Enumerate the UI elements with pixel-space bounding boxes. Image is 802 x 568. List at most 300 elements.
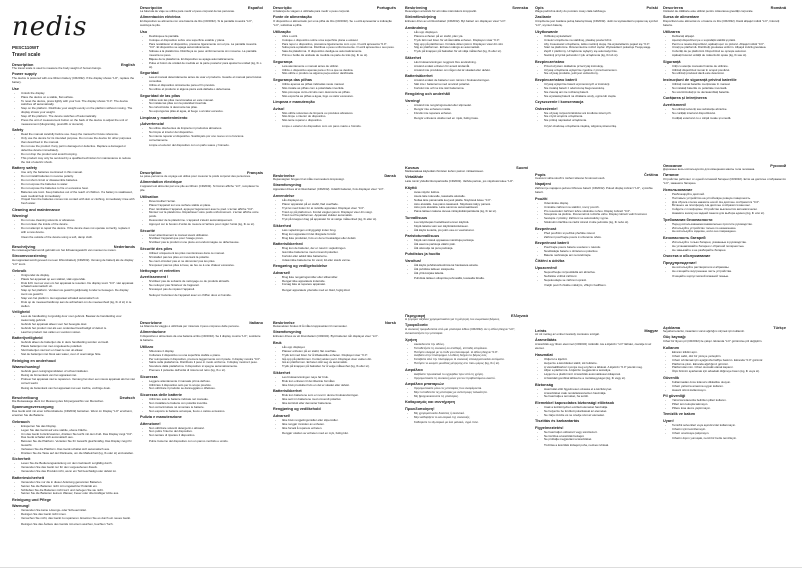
model-number: PESC110WT	[12, 45, 40, 50]
list-item: - Astu alustalle. Jaa paino tasaisesti. Näytössä näkyy painosi.	[414, 203, 528, 207]
bullet-list	[535, 246, 658, 258]
paragraph: Laite toimii yhdellä litiumparistolla (CR2032). Vaihda paristo, jos näytössä lukee "LO".	[405, 179, 515, 184]
list-item: - Stel de batterijen niet bloot aan water, vuur of overmatige hitte.	[21, 353, 135, 357]
bullet-list	[663, 223, 786, 235]
subsection-heading: Käyttö	[405, 185, 417, 190]
list-item: - Utilice solo las pilas mencionadas en este manual.	[149, 99, 263, 103]
section-title: Beschreibung	[12, 395, 38, 400]
list-item: - Utilizzare il dispositivo solo per lo scopo previsto.	[149, 384, 263, 388]
section-title: Descrizione	[140, 320, 162, 325]
paragraph: Het apparaat wordt gevoed met een lithiumbatterij (CR2032). Vervang de batterij als de display "LO" toont.	[12, 258, 134, 267]
description-text: A balança de viagem é utilizada para medir o peso corporal.	[273, 9, 350, 13]
list-item: - Μη βραχυκυκλώνετε τις μπαταρίες.	[414, 395, 528, 399]
list-item: - Gå av plattformen. Enheten slår seg av automatisk.	[282, 361, 396, 365]
subsection-heading: Batterisäkerhet	[405, 73, 433, 78]
subsection-heading: Power supply	[12, 72, 37, 77]
list-item: - Не устанавливайте батареи с обратной полярностью.	[672, 245, 786, 249]
paragraph: Enheten drives av ett litiumbatteri (CR2032). Bytt batteriet når displayet viser "LO".	[273, 334, 379, 339]
description-text: The travel scale is used to measure the body weight of human beings.	[12, 66, 102, 70]
list-item: - Placera enheten på en stabil, plan yta.	[414, 35, 528, 39]
list-item: - Μην τοποθετείτε τις μπαταρίες με αντίστροφη πολικότητα.	[414, 391, 528, 395]
paragraph: Czyść obudowę urządzenia miękką, wilgotną ściereczką.	[544, 123, 617, 128]
language-section	[273, 173, 396, 293]
list-item: - N'exposez pas les piles à l'eau, au feu ou à une chaleur excessive.	[149, 264, 263, 268]
list-item: - Встаньте на платформу. На дисплее отобразится ваш вес.	[672, 204, 786, 208]
description-text: Cestovní váha slouží k měření tělesné hmotnosti osob.	[535, 176, 606, 180]
list-item: - N'installez pas les piles en inversant la polarité.	[149, 256, 263, 260]
product-name: Travel scale	[12, 52, 41, 58]
list-item: - Helyezze a készüléket stabil, sík felületre.	[544, 362, 658, 366]
list-item: - Sluit batterijen niet kort en haal ze niet uit elkaar.	[21, 349, 135, 353]
list-item: - Χρησιμοποιείτε τη συσκευή μόνο για τον προβλεπόμενο σκοπό.	[414, 377, 528, 381]
language-label: Italiano	[249, 320, 263, 325]
bullet-list	[12, 133, 135, 164]
list-item: - Setzen Sie die Batterien nicht mit umgekehrter Polarität ein.	[21, 485, 135, 489]
list-item: - A visszaállításhoz nyomja meg enyhén a lábával. A kijelzőn "0.0" jelenik meg.	[544, 366, 658, 370]
paragraph: Rengør apparatets yderside med en blød, fugtig klud.	[282, 287, 351, 292]
list-item: - Brug ikke rengøringsmidler eller slibemidler.	[282, 276, 396, 280]
bullet-list	[535, 271, 658, 283]
list-item: - Nepoužívejte rozpouštědla ani abraziva.	[544, 271, 658, 275]
list-item: - Nie zwieraj ani nie rozbieraj baterii.	[544, 91, 658, 95]
list-item: - Não limpe o interior do dispositivo.	[282, 115, 396, 119]
language-section	[535, 328, 658, 448]
list-item: - Ne court-circuitez pas et ne démontez pas les piles.	[149, 260, 263, 264]
list-item: - Älä käytä puhdistusliuottimia tai hankaavia aineita.	[414, 264, 528, 268]
list-item: - Nu instalați bateriile cu polaritate inversată.	[672, 87, 786, 91]
language-label: Nederlands	[113, 244, 135, 249]
subsection-heading: Sécurité des piles	[140, 246, 173, 251]
paragraph: Puhdista laitteen ulkopinta pehmeällä, kostealla liinalla.	[414, 275, 485, 280]
list-item: - No intente reparar el dispositivo. Sustitúyalo por uno nuevo si no funciona correctamente.	[149, 135, 263, 143]
section-title: Leírás	[535, 328, 547, 333]
list-item: - Do not short circuit or disassemble batteries.	[21, 179, 135, 183]
language-label: Polski	[646, 5, 658, 10]
list-item: - Isæt ikke batterierne med omvendt polaritet.	[282, 251, 396, 255]
list-item: - Batteries are toxic. Keep batteries out of the reach of children. If a battery is swallowed, seek medical help immediately.	[21, 191, 135, 199]
list-item: - Tryk på knappen bag på apparatet for at vælge måleenhed (kg, lb eller st).	[282, 218, 396, 222]
bullet-list	[140, 234, 263, 246]
subsection-heading: Warnung!	[12, 504, 30, 509]
subsection-heading: Utilizarea	[663, 29, 680, 34]
subsection-heading: Curățarea și întreținerea	[663, 96, 707, 101]
list-item: - Schließen Sie die Batterien nicht kurz und zerlegen Sie sie nicht.	[21, 489, 135, 493]
list-item: - Coloque el dispositivo sobre una superficie estable y plana.	[149, 39, 263, 43]
list-item: - Súbase a la plataforma. Distribuya su peso uniformemente sin moverse. La pantalla muestra su peso.	[149, 50, 263, 58]
bullet-list	[12, 370, 135, 386]
subsection-heading: Seguridad	[140, 71, 159, 76]
language-section	[405, 165, 528, 281]
list-item: - Сойдите с платформы. Устройство выключится автоматически.	[672, 208, 786, 212]
paragraph: Rengjør utsiden av enheten med en myk, fuktig klut.	[282, 430, 349, 435]
list-item: - Verwenden Sie nur die in dieser Anleitung genannten Batterien.	[21, 481, 135, 485]
list-item: - Brug ikke produktet, hvis en del er beskadiget eller defekt.	[282, 237, 396, 241]
list-item: - Pulse el botón de unidad de medida en la parte posterior para ajustar la unidad (kg, lb o st).	[149, 62, 263, 70]
list-item: - Ne zárja rövidre és ne szedje szét az elemeket.	[544, 414, 658, 418]
bullet-list	[140, 252, 263, 268]
list-item: - Używaj urządzenia wyłącznie zgodnie z przeznaczeniem.	[544, 69, 658, 73]
subsection-heading: Sicherheit	[12, 457, 31, 462]
list-item: - Käytä vain tässä oppaassa mainittuja paristoja.	[414, 239, 528, 243]
language-section	[663, 5, 786, 121]
bullet-list	[140, 76, 263, 92]
subsection-heading: Säkerhet	[405, 55, 422, 60]
list-item: - Не используйте растворители и абразивы.	[672, 266, 786, 270]
language-section	[12, 244, 135, 391]
bullet-list	[12, 481, 135, 497]
list-item: - Stisknutím tlačítka na zadní straně zvolte jednotku (kg, lb nebo st).	[544, 221, 658, 225]
subsection-heading: Battery safety	[12, 166, 38, 171]
bullet-list	[273, 419, 396, 431]
subsection-heading: Utilisation	[140, 194, 159, 199]
list-item: - Plasser enheten på en stabil, flat overflate.	[282, 350, 396, 354]
list-item: - Ανεβείτε στην πλατφόρμα. Η οθόνη δείχνει το βάρος σας.	[414, 354, 528, 358]
subsection-heading: Ostrzeżenie!	[535, 106, 558, 111]
list-item: - Gebruik het product niet als een onderdeel beschadigd of defect is.	[21, 327, 135, 331]
list-item: - Använd endast de batterier som nämns i bruksanvisningen.	[414, 79, 528, 83]
language-label: Ελληνικά	[511, 313, 528, 318]
list-item: - Læs vejledningen omhyggeligt inden brug.	[282, 229, 396, 233]
subsection-heading: Sikkerhed	[273, 223, 292, 228]
description-text: Η ζυγαριά ταξιδιού χρησιμοποιείται για τη μέτρηση του σωματικού βάρους.	[405, 317, 501, 321]
subsection-heading: Batterisikkerhet	[273, 388, 302, 393]
list-item: - Brug kun apparatet til det tilsigtede formål.	[282, 233, 396, 237]
list-item: - Træd op på platformen. Fordel vægten jævnt. Displayet viser din vægt.	[282, 211, 396, 215]
bullet-list	[663, 266, 786, 274]
paragraph: Cihazın dışını yumuşak, nemli bir bezle temizleyin.	[672, 435, 737, 440]
list-item: - Plaats het apparaat op een stabiel, vlak oppervlak.	[21, 278, 135, 282]
subsection-heading: Użytkowanie	[535, 29, 558, 34]
list-item: - Használat előtt figyelmesen olvassa el a kézikönyvet.	[544, 388, 658, 392]
list-item: - Pro resetování zařízení lehce stiskněte nohou. Displej zobrazí "0.0".	[544, 210, 658, 214]
list-item: - Salire sulla piattaforma. Distribuire il peso in modo uniforme. Il display mostra il peso.	[149, 361, 263, 365]
bullet-list	[535, 35, 658, 58]
list-item: - Yalnızca kılavuzda belirtilen pilleri kullanın.	[672, 399, 786, 403]
subsection-heading: Use	[12, 86, 19, 91]
subsection-heading: Ασφάλεια μπαταριών	[405, 381, 444, 386]
section-title: Descrição	[273, 5, 292, 10]
bullet-list	[405, 61, 528, 73]
subsection-heading: Bezpieczeństwo baterii	[535, 77, 577, 82]
bullet-list	[535, 65, 658, 77]
subsection-heading: Pil güvenliği	[663, 393, 686, 398]
paragraph: Dispozitivul este alimentat cu o baterie cu litiu (CR2032). Dacă afișajul indică "LO", înlocuiți bateria.	[663, 19, 780, 28]
list-item: - Ikke kortslutt eller demonter batteriene.	[282, 402, 396, 406]
list-item: - Používejte pouze baterie uvedené v návodu.	[544, 246, 658, 250]
subsection-heading: Τροφοδοσία	[405, 323, 428, 328]
bullet-list	[663, 399, 786, 411]
list-item: - Gebruik alleen de batterijen die in deze handleiding worden vermeld.	[21, 341, 135, 345]
bullet-list	[535, 431, 658, 443]
subsection-heading: Avertisment!	[663, 102, 687, 107]
list-item: - Do not drop the product and avoid bumping.	[21, 153, 135, 157]
subsection-heading: Varoitus!	[405, 258, 422, 263]
bullet-list	[663, 35, 786, 58]
list-item: - Bruk kun enheten til det tiltenkte formålet.	[282, 380, 396, 384]
bullet-list	[12, 462, 135, 474]
list-item: - Bájese de la plataforma. El dispositivo se apaga automáticamente.	[149, 58, 263, 62]
language-label: Deutsch	[119, 395, 135, 400]
list-item: - Ikke bruk produktet hvis en del er skadet eller defekt.	[282, 384, 396, 388]
list-item: - A hátoldali gombbal állítsa be a mértékegységet (kg, lb vagy st).	[544, 377, 658, 381]
list-item: - Διαβάστε προσεκτικά το εγχειρίδιο πριν από τη χρήση.	[414, 373, 528, 377]
list-item: - Trykk på knappen på baksiden for å velge måleenhet (kg, lb eller st).	[282, 365, 396, 369]
list-item: - Μην καθαρίζετε το εσωτερικό της συσκευής.	[414, 416, 528, 420]
paragraph: L'appareil est alimenté par une pile au lithium (CR2032). Si l'écran affiche "LO", remplacez la pile.	[140, 184, 259, 193]
list-item: - Kortslut eller adskil ikke batterierne.	[282, 255, 396, 259]
subsection-heading: Rengöring och underhåll	[405, 92, 450, 97]
language-section	[140, 5, 263, 148]
list-item: - This product may only be serviced by a qualified technician for maintenance to reduce the risk of electric shock.	[21, 157, 135, 165]
list-item: - Utilizați numai bateriile menționate în manual.	[672, 83, 786, 87]
list-item: - Nu scurtcircuitați și nu dezasamblați bateriile.	[672, 91, 786, 95]
paragraph: Καθαρίστε το εξωτερικό με ένα μαλακό, υγρό πανί.	[414, 420, 479, 424]
list-item: - Stig upp på plattformen. Fördela vikten jämnt. Displayen visar din vikt.	[414, 43, 528, 47]
list-item: - Prima o botão da unidade de medida na parte de trás (kg, lb ou st).	[282, 54, 396, 58]
bullet-list	[405, 239, 528, 251]
bullet-list	[535, 83, 658, 99]
subsection-heading: Sécurité	[140, 228, 155, 233]
list-item: - N'utilisez pas le produit si une pièce est endommagée ou défectueuse.	[149, 241, 263, 245]
list-item: - Utilize apenas as pilhas indicadas neste manual.	[282, 83, 396, 87]
paragraph: Cihaz bir lityum pil (CR2032) ile çalışır. Ekranda "LO" görünürse pili değiştirin.	[663, 339, 763, 344]
bullet-list	[405, 79, 528, 91]
bullet-list	[663, 108, 786, 116]
list-item: - Stig av plattformen. Enheten stängs av automatiskt.	[414, 46, 528, 50]
list-item: - Ne nettoyez pas l'intérieur de l'appareil.	[149, 284, 263, 288]
list-item: - Gebruik geen reinigingsmiddelen of schuurmiddelen.	[21, 370, 135, 374]
list-item: - Utilisez uniquement les piles mentionnées dans ce manuel.	[149, 252, 263, 256]
language-section	[12, 62, 135, 240]
list-item: - Entsperren Sie das Display.	[21, 425, 135, 429]
list-item: - Lås upp displayen.	[414, 31, 528, 35]
subsection-heading: Использование	[663, 187, 693, 192]
list-item: - Используйте устройство только по назначению.	[672, 227, 786, 231]
list-item: - Nollaa laite painamalla kevyesti jalalla. Näytössä lukee "0.0".	[414, 199, 528, 203]
bullet-list	[273, 35, 396, 58]
bullet-list	[12, 171, 135, 206]
list-item: - Suba para a plataforma. Distribua o peso uniformemente. O ecrã apresenta o seu peso.	[282, 46, 396, 50]
subsection-heading: Uso	[140, 29, 148, 34]
language-label: Français	[246, 170, 263, 175]
subsection-heading: Bezpečnost	[535, 226, 557, 231]
list-item: - Abra o ecrã.	[282, 35, 396, 39]
subsection-heading: Användning	[405, 25, 427, 30]
subsection-heading: Strømforsyning	[273, 330, 302, 335]
list-item: - Déverrouillez l'écran.	[149, 200, 263, 204]
paragraph: Das Gerät wird mit einer Lithiumbatterie (CR2032) betrieben. Wenn im Display "LO" erscheint, ersetzen Sie die Batterie.	[12, 409, 133, 418]
list-item: - Tryck på knappen på baksidan för att välja måttenhet (kg, lb eller st).	[414, 50, 528, 54]
list-item: - Per reimpostare il dispositivo, premere leggermente con il piede. Il display mostra "0.0".	[149, 358, 263, 362]
list-item: - Ikke sett inn batteriene med omvendt polaritet.	[282, 398, 396, 402]
list-item: - Druk licht met uw voet om het apparaat te resetten. De display toont "0.0". Het apparaat schakelt automatisch uit.	[21, 282, 135, 290]
section-title: Description	[140, 170, 162, 175]
bullet-list	[405, 104, 528, 116]
bullet-list	[405, 387, 528, 399]
brand-logo: nedis	[12, 12, 88, 42]
list-item: - No utilice el producto si alguna pieza está dañada o defectuosa.	[149, 88, 263, 92]
list-item: - Aseta laite tukevalle, tasaiselle alustalle.	[414, 195, 528, 199]
subsection-heading: Instrucțiuni de siguranță privind bateriile	[663, 77, 737, 82]
language-label: Türkçe	[773, 325, 786, 330]
list-item: - Χρησιμοποιείτε μόνο τις μπαταρίες που αναφέρονται.	[414, 387, 528, 391]
list-item: - Apăsați butonul unității de măsură din spate (kg, lb sau st).	[672, 54, 786, 58]
subsection-heading: Segurança das pilhas	[273, 77, 313, 82]
list-item: - Setzen Sie die Batterien keinem Wasser, Feuer oder übermäßiger Hitze aus.	[21, 492, 135, 496]
bullet-list	[535, 388, 658, 400]
subsection-heading: Warning!	[12, 214, 29, 219]
list-item: - Älä puhdista laitteen sisäpuolta.	[414, 268, 528, 272]
list-item: - Gå opp på plattformen. Fordel vekten jevnt. Displayet viser vekten din.	[282, 358, 396, 362]
description-text: Matkavaakaa käytetään ihmisten kehon painon mittaamiseen.	[405, 169, 485, 173]
list-item: - Press the unit of measurement button on the back of the device to adjust the unit of measurement (kilogram/kg, pound/lb or stone/st).	[21, 119, 135, 127]
bullet-list	[273, 112, 396, 124]
bullet-list	[405, 221, 528, 233]
list-item: - Umieść urządzenie na stabilnej, płaskiej powierzchni.	[544, 39, 658, 43]
bullet-list	[12, 425, 135, 456]
paragraph: Η συσκευή τροφοδοτείται από μία μπαταρία λιθίου (CR2032). Αν η οθόνη δείχνει "LO", αντικαταστήστε την μπαταρία.	[405, 327, 516, 336]
list-item: - Placer apparatet på en stabil, flad overflade.	[282, 203, 396, 207]
list-item: - Não utilize o produto se alguma peça estiver danificada.	[282, 72, 396, 76]
bullet-list	[12, 92, 135, 127]
list-item: - Astu pois alustalta. Laite sammuu automaattisesti.	[414, 206, 528, 210]
section-title: Описание	[663, 163, 683, 168]
bullet-list	[140, 280, 263, 292]
bullet-list	[663, 381, 786, 393]
subsection-heading: Utilizzo	[140, 344, 154, 349]
list-item: - Ikke forsøk å reparere enheten.	[282, 427, 396, 431]
subsection-heading: Használat	[535, 352, 553, 357]
list-item: - Läs bruksanvisningen noggrant före användning.	[414, 61, 528, 65]
list-item: - Sestupte z plošiny. Zařízení se automaticky vypne.	[544, 217, 658, 221]
list-item: - Scendere dalla piattaforma. Il dispositivo si spegne automaticamente.	[149, 365, 263, 369]
paragraph: Reinig de buitenkant van het apparaat met een zachte, vochtige doek.	[21, 386, 111, 391]
language-section	[663, 163, 786, 279]
subsection-heading: Zasilanie	[535, 15, 552, 20]
list-item: - Nie używaj produktu, jeśli jest uszkodzony.	[544, 72, 658, 76]
description-text: Die Reisewaage dient zur Messung des Körpergewichts von Menschen.	[12, 399, 105, 403]
list-item: - Ekranın kilidini açın.	[672, 351, 786, 355]
bullet-list	[535, 406, 658, 418]
section-title: Descripción	[140, 5, 163, 10]
language-section	[405, 313, 528, 425]
list-item: - Не замыкайте и не разбирайте батареи.	[672, 249, 786, 253]
bullet-list	[273, 83, 396, 99]
language-section	[273, 320, 396, 436]
paragraph: Curățați exteriorul cu o cârpă moale și umedă.	[672, 115, 732, 120]
list-item: - Baterie nezkratujte ani nerozebírejte.	[544, 254, 658, 258]
list-item: - Разблокируйте дисплей.	[672, 193, 786, 197]
list-item: - Umístěte zařízení na stabilní, rovný povrch.	[544, 206, 658, 210]
list-item: - Lees de handleiding zorgvuldig door voor gebruik. Bewaar de handleiding voor toekomstig gebruik.	[21, 315, 135, 323]
paragraph: Il dispositivo è alimentato da una batteria al litio (CR2032). Se il display mostra "LO", sostituire la batteria.	[140, 334, 261, 343]
language-label: Português	[376, 5, 396, 10]
list-item: - Descendez de la plateforme. L'appareil s'éteint automatiquement.	[149, 219, 263, 223]
bullet-list	[273, 346, 396, 369]
subsection-heading: Stroomvoorziening	[12, 254, 47, 259]
list-item: - Älä yritä korjata laitetta.	[414, 272, 528, 276]
subsection-heading: Sursa de alimentare	[663, 15, 700, 20]
list-item: - Avaa näytön lukitus.	[414, 191, 528, 195]
subsection-heading: Biztonság	[535, 382, 554, 387]
description-text: Дорожные весы используются для измерения массы тела человека.	[663, 167, 756, 171]
section-title: Opis	[535, 5, 544, 10]
language-section	[405, 5, 528, 121]
description-text: Resevågen används för att mäta människors kroppsvikt.	[405, 9, 477, 13]
subsection-heading: Strömförsörjning	[405, 15, 437, 20]
language-section	[535, 172, 658, 288]
list-item: - Ne tisztítsa a készülék belsejét.	[544, 435, 658, 439]
list-item: - Leia atentamente o manual antes de utilizar.	[282, 65, 396, 69]
list-item: - Przed użyciem dokładnie przeczytaj instrukcję.	[544, 65, 658, 69]
bullet-list	[140, 200, 263, 227]
subsection-heading: Очистка и обслуживание	[663, 254, 711, 259]
bullet-list	[663, 83, 786, 95]
list-item: - Álljon a platformra. A kijelzőn megjelenik a testsúlya.	[544, 369, 658, 373]
subsection-heading: Reinigung und Pflege	[12, 497, 52, 502]
subsection-heading: Cleaning and maintenance	[12, 207, 61, 212]
list-item: - N'utilisez l'appareil que pour l'usage prévu.	[149, 237, 263, 241]
list-item: - Bruk kun batteriene som er nevnt i denne bruksanvisningen.	[282, 394, 396, 398]
list-item: - Appuyez sur le bouton d'unité de mesure à l'arrière pour régler l'unité (kg, lb ou st).	[149, 223, 263, 227]
list-item: - Verlassen Sie die Plattform. Das Gerät schaltet sich automatisch aus.	[21, 448, 135, 452]
list-item: - Desbloquee la pantalla.	[149, 35, 263, 39]
section-title: Description	[12, 62, 34, 67]
description-text: Seyahat terazisi, insanların vücut ağırlığını ölçmek için kullanılır.	[663, 329, 745, 333]
list-item: - Versuchen Sie nicht, das Gerät zu reparieren. Ersetzen Sie es durch ein neues Gerät.	[21, 517, 135, 521]
list-item: - Laat het product niet vallen en voorkom stoten.	[21, 331, 135, 335]
list-item: - No limpie el interior del dispositivo.	[149, 131, 263, 135]
list-item: - Ikke bruk rengjøringsmidler eller slipemidler.	[282, 419, 396, 423]
list-item: - N'utilisez pas de solvants de nettoyage ou de produits abrasifs.	[149, 280, 263, 284]
subsection-heading: Virtalähde	[405, 175, 424, 180]
list-item: - Non esporre le batterie ad acqua, fuoco o calore eccessivo.	[149, 410, 263, 414]
bullet-list	[535, 112, 658, 124]
list-item: - Lue käyttöopas huolellisesti ennen käyttöä.	[414, 221, 528, 225]
list-item: - Brug kun de batterier, der er nævnt i vejledningen.	[282, 247, 396, 251]
list-item: - No instale las pilas con la polaridad invertida.	[149, 102, 263, 106]
subsection-heading: Upozornění!	[535, 265, 558, 270]
list-item: - Cihazı sabit, düz bir yüzeye yerleştirin.	[672, 355, 786, 359]
paragraph: Устройство работает от одной литиевой батареи (CR2032). Если на дисплее отображается "LO", замените батарею.	[663, 177, 786, 186]
paragraph: A készülék egy lítium elemmel (CR2032) működik. Ha a kijelzőn "LO" látható, cserélje ki az elemet.	[535, 342, 652, 351]
subsection-heading: Safety	[12, 128, 24, 133]
list-item: - Ontgrendel de display.	[21, 274, 135, 278]
list-item: - Do not use the product if any part is damaged or defective. Replace a damaged or defective device immediately.	[21, 145, 135, 153]
list-item: - Unlock the display.	[21, 92, 135, 96]
list-item: - Betreten Sie die Plattform. Verteilen Sie Ihr Gewicht gleichmäßig. Das Display zeigt Ihr Gewicht.	[21, 440, 135, 448]
list-item: - Placez l'appareil sur une surface stable et plane.	[149, 204, 263, 208]
list-item: - Citiți cu atenție manualul înainte de utilizare.	[672, 65, 786, 69]
bullet-list	[663, 351, 786, 374]
list-item: - Não tente reparar o dispositivo.	[282, 119, 396, 123]
paragraph: Reinigen Sie das Äußere des Geräts mit einem weichen, feuchten Tuch.	[21, 521, 114, 526]
language-section	[140, 320, 263, 444]
bullet-list	[273, 276, 396, 288]
list-item: - Csak a kézikönyvben említett elemeket használja.	[544, 406, 658, 410]
description-text: Az úti mérleg az emberi testsúly mérésére szolgál.	[535, 332, 600, 336]
list-item: - Nečistěte vnitřek zařízení.	[544, 275, 658, 279]
subsection-heading: Gebruik	[12, 268, 27, 273]
list-item: - Для сброса слегка нажмите ногой. На дисплее отобразится "0.0".	[672, 201, 786, 205]
list-item: - Πατήστε το κουμπί μονάδας μέτρησης στο πίσω μέρος (kg, lb ή st).	[414, 362, 528, 366]
list-item: - Älä asenna paristoja väärin päin.	[414, 243, 528, 247]
subsection-heading: Paristoturvallisuus	[405, 233, 440, 238]
list-item: - Step on the platform. Distribute your weight evenly on the platform without moving. The display shows your weight.	[21, 107, 135, 115]
list-item: - Använd inte rengöringsmedel eller slipmedel.	[414, 104, 528, 108]
paragraph: Nettoyez l'extérieur de l'appareil avec un chiffon doux et humide.	[149, 292, 232, 297]
list-item: - Verwenden Sie keine Lösungs- oder Scheuermittel.	[21, 509, 135, 513]
